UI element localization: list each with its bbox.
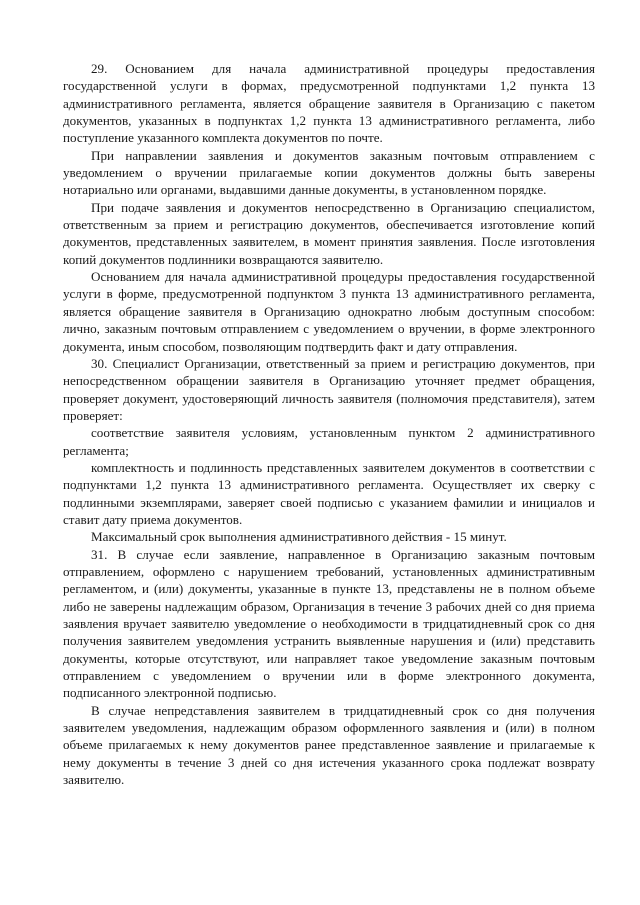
list-item-compliance: соответствие заявителя условиям, установленным пунктом 2 административного регламента;: [63, 425, 595, 458]
list-item-completeness: комплектность и подлинность представленных заявителем документов в соответствии с подпунктами 1,2 пункта 13 административного регламента. Осуществляет их сверку с подлинными экземплярами, заверяет своей подписью с указанием фамилии и инициалов и ставит дату приема документов.: [63, 459, 595, 527]
paragraph-30: 30. Специалист Организации, ответственный за прием и регистрацию документов, при непосредственном обращении заявителя в Организацию уточняет предмет обращения, проверяет документ, удостоверяющий личность заявителя (полномочия представителя), затем проверяет:: [63, 355, 595, 423]
paragraph-return: В случае непредставления заявителем в тридцатидневный срок со дня получения заявителем уведомления, надлежащим образом оформленного заявления и (или) в полном объеме прилагаемых к нему документов ранее представленное заявление и прилагаемые к нему документы в течение 3 дней со дня истечения указанного срока подлежат возврату заявителю.: [63, 702, 595, 788]
paragraph-direct-submission: При подаче заявления и документов непосредственно в Организацию специалистом, ответственным за прием и регистрацию документов, обеспечивается изготовление копий документов, представленных заявителем, в момент принятия заявления. После изготовления копий документов подлинники возвращаются заявителю.: [63, 199, 595, 267]
paragraph-31: 31. В случае если заявление, направленное в Организацию заказным почтовым отправлением, оформлено с нарушением требований, установленных административным регламентом, и (или) документы, указанные в пункте 13, представлены не в полном объеме либо не заверены надлежащим образом, Организация в течение 3 рабочих дней со дня приема заявления вручает заявителю уведомление о необходимости в тридцатидневный срок со дня получения заявителем уведомления устранить выявленные нарушения и (или) представить документы, которые отсутствуют, или направляет такое уведомление заказным почтовым отправлением с уведомлением о вручении или в форме электронного документа, подписанного электронной подписью.: [63, 546, 595, 701]
document-page: [63, 60, 595, 788]
paragraph-registered-mail: При направлении заявления и документов заказным почтовым отправлением с уведомлением о вручении прилагаемые копии документов должны быть заверены нотариально или органами, выдавшими данные документы, в установленном порядке.: [63, 147, 595, 198]
paragraph-29: 29. Основанием для начала административной процедуры предоставления государственной услуги в формах, предусмотренной подпунктами 1,2 пункта 13 административного регламента, является обращение заявителя в Организацию с пакетом документов, указанных в подпунктах 1,2 пункта 13 административного регламента, либо поступление указанного комплекта документов по почте.: [63, 61, 595, 146]
paragraph-max-time: Максимальный срок выполнения административного действия - 15 минут.: [91, 529, 507, 545]
paragraph-subpoint-3-basis: Основанием для начала административной процедуры предоставления государственной услуги в форме, предусмотренной подпунктом 3 пункта 13 административного регламента, является обращение заявителя в Организацию однократно любым доступным способом: лично, заказным почтовым отправлением с уведомлением о вручении, в форме электронного документа, иным способом, позволяющим подтвердить факт и дату отправления.: [63, 269, 595, 354]
